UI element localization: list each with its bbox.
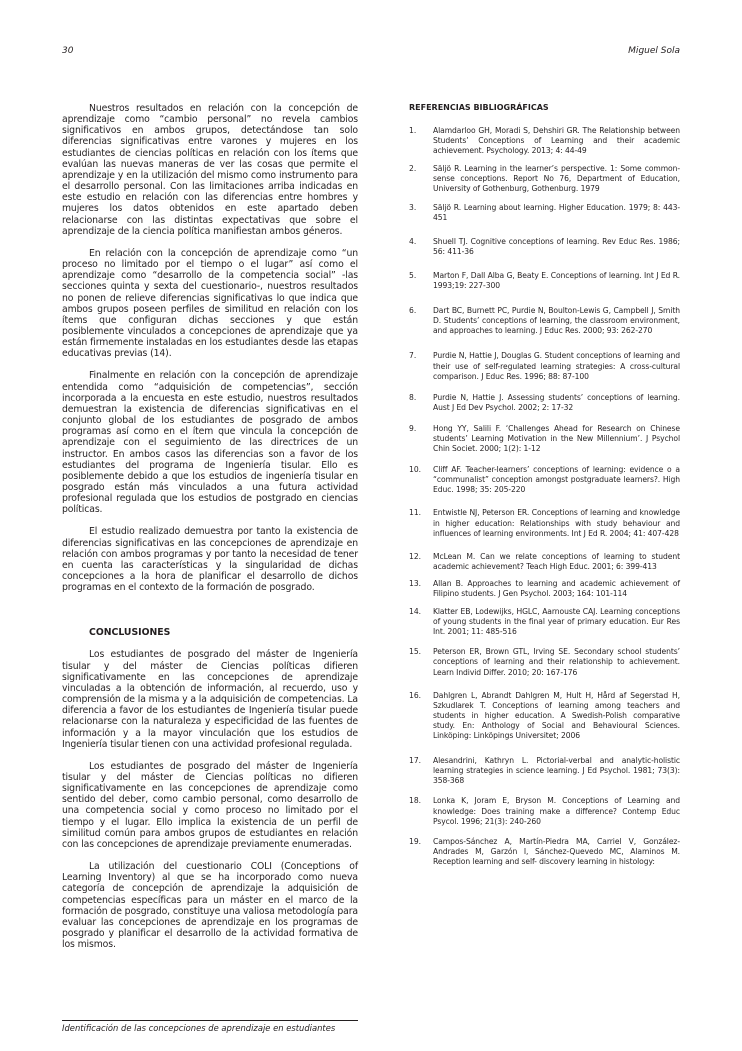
reference-number: 17. xyxy=(409,756,422,766)
reference-text: Alamdarloo GH, Moradi S, Dehshiri GR. The Relationship between Students’ Conceptions of Learning and their academic achievement. Psychology. 2013; 4: 44-49 xyxy=(433,126,680,156)
reference-text: Shuell TJ. Cognitive conceptions of learning. Rev Educ Res. 1986; 56: 411-36 xyxy=(433,236,680,256)
reference-item xyxy=(409,306,680,336)
reference-item xyxy=(409,756,680,786)
reference-number: 10. xyxy=(409,465,422,475)
reference-item xyxy=(409,126,680,156)
references-column xyxy=(409,103,680,867)
reference-text: Dart BC, Burnett PC, Purdie N, Boulton-Lewis G, Campbell J, Smith D. Students’ conceptions of learning, the classroom environment, and approaches to learning. J Educ Res. 2000; 93: 262-270 xyxy=(433,306,680,336)
reference-number: 12. xyxy=(409,551,422,561)
reference-text: Allan B. Approaches to learning and academic achievement of Filipino students. J Gen Psychol. 2003; 164: 101-114 xyxy=(433,578,680,598)
reference-number: 18. xyxy=(409,796,422,806)
reference-text: Purdie N, Hattie J. Assessing students’ conceptions of learning. Aust J Ed Dev Psychol. 2002; 2: 17-32 xyxy=(433,392,680,412)
reference-item xyxy=(409,508,680,538)
reference-number: 8. xyxy=(409,392,417,402)
reference-item xyxy=(409,164,680,194)
reference-number: 5. xyxy=(409,270,417,280)
reference-number: 1. xyxy=(409,126,417,135)
reference-item xyxy=(409,691,680,741)
reference-item xyxy=(409,237,680,257)
reference-item xyxy=(409,465,680,495)
reference-item xyxy=(409,796,680,826)
reference-item xyxy=(409,647,680,677)
body-paragraph: El estudio realizado demuestra por tanto la existencia de diferencias significativas en las concepciones de aprendizaje en relación con ambos programas y por tanto la necesidad de tener en cuenta las características y la singularidad de dichas concepciones a la hora de planificar el desarrollo de dichos programas en el contexto de la formación de posgrado. xyxy=(62,526,358,594)
reference-text: Campos-Sánchez A, Martín-Piedra MA, Carriel V, González-Andrades M, Garzón I, Sánchez-Quevedo MC, Alaminos M. Reception learning and self- discovery learning in histology: xyxy=(433,836,680,866)
reference-text: McLean M. Can we relate conceptions of learning to student academic achievement? Teach High Educ. 2001; 6: 399-413 xyxy=(433,551,680,571)
reference-item xyxy=(409,607,680,637)
conclusions-heading: CONCLUSIONES xyxy=(89,627,171,639)
conclusions-paragraph: Los estudiantes de posgrado del máster de Ingeniería tisular y del máster de Ciencias políticas no difieren significativamente en las concepciones de aprendizaje como sentido del deber, como cambio personal, como desarrollo de una competencia social y como proceso no limitado por el tiempo y el lugar. Ello implica la existencia de un perfil de similitud común para ambos grupos de estudiantes en relación con las concepciones de aprendizaje previamente enumeradas. xyxy=(62,760,358,850)
reference-text: Alesandrini, Kathryn L. Pictorial-verbal and analytic-holistic learning strategies in science learning. J Ed Psychol. 1981; 73(3): 358-368 xyxy=(433,756,680,786)
reference-text: Peterson ER, Brown GTL, Irving SE. Secondary school students’ conceptions of learning and their relationship to achievement. Learn Individ Differ. 2010; 20: 167-176 xyxy=(433,647,680,677)
body-paragraph: Finalmente en relación con la concepción de aprendizaje entendida como “adquisición de competencias”, sección incorporada a la encuesta en este estudio, nuestros resultados demuestran la existencia de diferencias significativas en el conjunto global de los estudiantes de posgrado de ambos programas así como en el ítem que vincula la concepción de aprendizaje con el seguimiento de las directrices de un instructor. En ambos casos las diferencias son a favor de los estudiantes del programa de Ingeniería tisular. Ello es posiblemente debido a que los estudios de ingeniería tisular en posgrado están más vinculados a una futura actividad profesional regulada que los estudios de postgrado en ciencias políticas. xyxy=(62,370,358,516)
footer-divider xyxy=(62,1020,358,1021)
footer-title: Identificación de las concepciones de aprendizaje en estudiantes xyxy=(62,1023,336,1033)
conclusions-paragraph: Los estudiantes de posgrado del máster de Ingeniería tisular y del máster de Ciencias políticas difieren significativamente en las concepciones de aprendizaje vinculadas a la obtención de información, al recuerdo, uso y comprensión de la misma y a la adquisición de competencias. La diferencia a favor de los estudiantes de Ingeniería tisular puede relacionarse con la naturaleza y especificidad de las fuentes de información y a la mayor vinculación que los estudios de Ingeniería tisular tienen con una actividad profesional regulada. xyxy=(62,649,358,750)
reference-number: 6. xyxy=(409,306,417,316)
reference-number: 9. xyxy=(409,423,417,433)
reference-text: Säljö R. Learning about learning. Higher Education. 1979; 8: 443-451 xyxy=(433,202,680,222)
reference-number: 7. xyxy=(409,351,417,361)
conclusions-paragraph: La utilización del cuestionario COLI (Conceptions of Learning Inventory) al que se ha incorporado como nueva categoría de concepción de aprendizaje la adquisición de competencias específicas para un máster en el marco de la formación de posgrado, constituye una valiosa metodología para evaluar las concepciones de aprendizaje en los programas de posgrado y planificar el desarrollo de la actividad formativa de los mismos. xyxy=(62,861,358,951)
reference-number: 16. xyxy=(409,690,422,700)
left-column xyxy=(62,103,358,950)
reference-item xyxy=(409,424,680,454)
reference-text: Klatter EB, Lodewijks, HGLC, Aarnouste CAJ. Learning conceptions of young students in the final year of primary education. Eur Res Int. 2001; 11: 485-516 xyxy=(433,607,680,637)
reference-item xyxy=(409,579,680,599)
reference-text: Hong YY, Salili F. ‘Challenges Ahead for Research on Chinese students’ Learning Motivation in the New Millennium’. J Psychol Chin Societ. 2000; 1(2): 1-12 xyxy=(433,423,680,454)
reference-text: Dahlgren L, Abrandt Dahlgren M, Hult H, Hård af Segerstad H, Szkudlarek T. Conceptions of learning among teachers and students in higher education. A Swedish-Polish comparative study. En: Anthology of Social and Behavioural Sciences. Linköping: Linköpings Universitet; 2006 xyxy=(433,690,680,741)
reference-item xyxy=(409,203,680,223)
reference-text: Purdie N, Hattie J, Douglas G. Student conceptions of learning and their use of self-regulated learning strategies: A cross-cultural comparison. J Educ Res. 1996; 88: 87-100 xyxy=(433,351,680,381)
reference-number: 2. xyxy=(409,164,417,174)
reference-number: 13. xyxy=(409,578,422,588)
reference-item xyxy=(409,271,680,291)
reference-text: Cliff AF. Teacher-learners’ conceptions of learning: evidence o a “communalist” conception amongst postgraduate learners?. High Educ. 1998; 35: 205-220 xyxy=(433,465,680,495)
reference-number: 14. xyxy=(409,607,422,617)
reference-number: 19. xyxy=(409,836,422,846)
reference-item xyxy=(409,351,680,381)
reference-text: Marton F, Dall Alba G, Beaty E. Conceptions of learning. Int J Ed R. 1993;19: 227-300 xyxy=(433,270,680,291)
reference-item xyxy=(409,393,680,413)
reference-number: 4. xyxy=(409,236,417,246)
references-heading: REFERENCIAS BIBLIOGRÁFICAS xyxy=(409,103,549,112)
running-header-author: Miguel Sola xyxy=(628,46,680,56)
reference-item xyxy=(409,552,680,572)
page-number: 30 xyxy=(62,46,74,56)
reference-text: Lonka K, Joram E, Bryson M. Conceptions of Learning and knowledge: Does training make a difference? Contemp Educ Psycol. 1996; 21(3): 240-260 xyxy=(433,796,680,826)
references-list xyxy=(409,126,680,867)
reference-number: 3. xyxy=(409,202,417,212)
reference-text: Säljö R. Learning in the learner’s perspective. 1: Some common-sense conceptions. Report No 76, Department of Education, University of Gothenburg, Gothenburg. 1979 xyxy=(433,164,680,194)
body-paragraph: En relación con la concepción de aprendizaje como “un proceso no limitado por el tiempo o el lugar” así como el aprendizaje como “desarrollo de la competencia social” -las secciones quinta y sexta del cuestionario-, nuestros resultados no ponen de relieve diferencias significativas lo que indica que ambos grupos poseen perfiles de similitud en relación con los ítems que configuran dichas secciones y que están posiblemente vinculados a concepciones de aprendizaje que ya están firmemente instaladas en los estudiantes desde las etapas educativas previas (14). xyxy=(62,247,358,360)
reference-number: 11. xyxy=(409,508,422,518)
reference-item xyxy=(409,837,680,867)
reference-text: Entwistle NJ, Peterson ER. Conceptions of learning and knowledge in higher education: Relationships with study behaviour and influences of learning environments. Int J Ed R. 2004; 41: 407-428 xyxy=(433,508,680,538)
body-paragraph: Nuestros resultados en relación con la concepción de aprendizaje como “cambio personal” no revela cambios significativos en ambos grupos, detectándose tan solo diferencias significativas entre varones y mujeres en los estudiantes de ciencias políticas en relación con los ítems que evalúan las nuevas maneras de ver las cosas que permite el aprendizaje y en la utilización del mismo como instrumento para el desarrollo personal. Con las limitaciones arriba indicadas en este estudio en relación con las diferencias entre hombres y mujeres los datos obtenidos en este apartado deben relacionarse con las distintas expectativas que sobre el aprendizaje de la ciencia política manifiestan ambos géneros. xyxy=(62,103,358,237)
reference-number: 15. xyxy=(409,647,422,657)
